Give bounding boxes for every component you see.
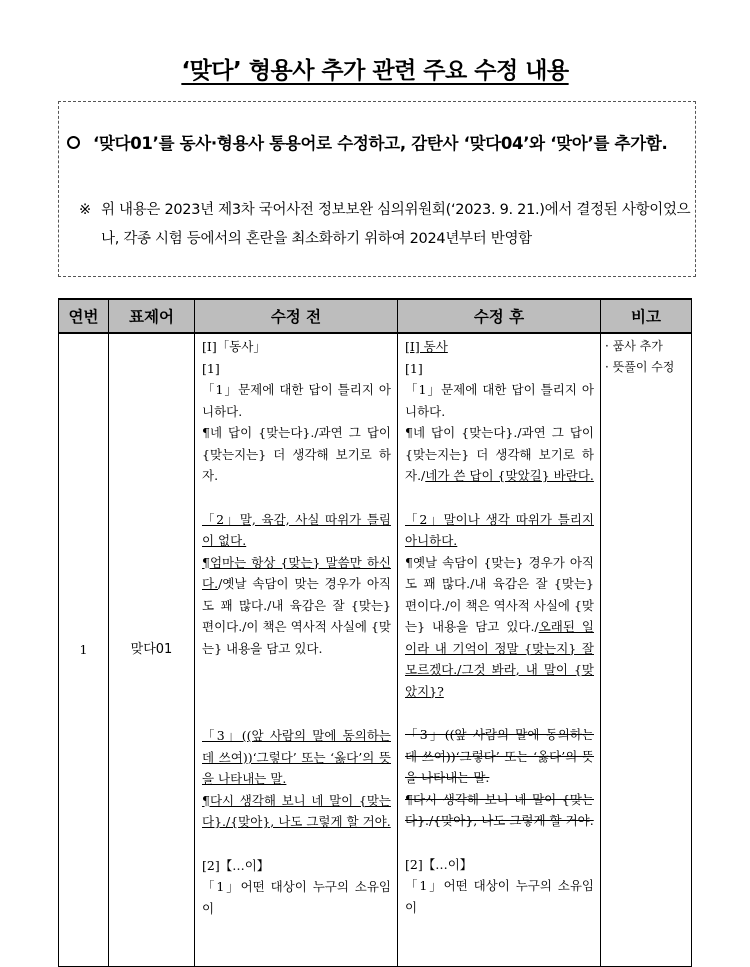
table-row (59, 333, 692, 967)
summary-box (58, 101, 696, 277)
after-example-2-added: 오래된 일이라 내 기억이 정말 {맞는지} 잘 모르겠다./그것 봐라, 내 말이 {맞았지}? (405, 619, 594, 699)
summary-bullet (67, 128, 692, 160)
circle-bullet-icon (67, 136, 80, 149)
notes-cell (601, 333, 692, 967)
page-title: ‘맞다’ 형용사 추가 관련 주요 수정 내용 (181, 58, 569, 84)
before-example-1: ¶네 답이 {맞는다}./과연 그 답이 {맞는지는} 더 생각해 보기로 하자. (202, 425, 391, 483)
note-pos-added: · 품사 추가 (605, 339, 663, 353)
before-def-3: 「3」((앞 사람의 말에 동의하는 데 쓰여))‘그렇다’ 또는 ‘옳다’의 뜻을 나타내는 말. (202, 728, 391, 786)
after-def-2: 「2」말이나 생각 따위가 틀리지 아니하다. (405, 511, 594, 548)
revision-table (58, 298, 692, 967)
before-example-2 (202, 552, 391, 660)
before-def-2: 「2」말, 육감, 사실 따위가 틀림이 없다. (202, 511, 391, 548)
header-after: 수정 후 (398, 299, 601, 333)
before-pos: [Ⅰ]「동사」 (202, 339, 266, 354)
after-def-2-1: 「1」어떤 대상이 누구의 소유임이 (405, 878, 594, 915)
row-headword: 맞다01 (109, 333, 195, 967)
after-example-2 (405, 552, 594, 703)
table-header-row (59, 299, 692, 333)
after-example-1-added: 네가 쓴 답이 {맞았길} 바란다. (425, 468, 594, 483)
summary-note-text: 위 내용은 2023년 제3차 국어사전 정보보완 심의위원회(‘2023. 9. 21.)에서 결정된 사항이었으나, 각종 시험 등에서의 혼란을 최소화하기 위하여 2024년부터 반영함 (101, 202, 691, 247)
after-example-1 (405, 422, 594, 487)
after-sense-num: [1] (405, 360, 423, 376)
after-sense-num-2: [2]【…이】 (405, 856, 473, 872)
after-example-3-deleted: ¶다시 생각해 보니 네 말이 {맞는다}./{맞아}, 나도 그렇게 할 거야. (405, 791, 594, 828)
header-notes: 비고 (601, 299, 692, 333)
before-example-3: ¶다시 생각해 보니 네 말이 {맞는다}./{맞아}, 나도 그렇게 할 거야. (202, 792, 391, 829)
note-def-revised: · 뜻풀이 수정 (605, 360, 675, 374)
summary-bullet-text: ‘맞다01’를 동사·형용사 통용어로 수정하고, 감탄사 ‘맞다04’와 ‘맞아’를 추가함. (93, 134, 668, 153)
before-example-2-underlined: ¶엄마는 항상 {맞는} 말씀만 하신다. (202, 554, 391, 591)
after-pos: [Ⅰ] 동사 (405, 339, 448, 354)
header-headword: 표제어 (109, 299, 195, 333)
after-example-2-text: ¶옛날 속담이 {맞는} 경우가 아직도 꽤 많다./내 육감은 잘 {맞는} 편이다./이 책은 역사적 사실에 {맞는} 내용을 담고 있다./ (405, 554, 595, 634)
after-def-1: 「1」문제에 대한 답이 틀리지 아니하다. (405, 382, 594, 419)
header-number: 연번 (59, 299, 109, 333)
after-cell (398, 333, 601, 967)
before-def-1: 「1」문제에 대한 답이 틀리지 아니하다. (202, 382, 391, 419)
row-number: 1 (59, 333, 109, 967)
before-cell (195, 333, 398, 967)
summary-note (79, 196, 694, 254)
after-example-1-text: ¶네 답이 {맞는다}./과연 그 답이 {맞는지는} 더 생각해 보기로 하자./ (405, 425, 594, 483)
before-def-2-1: 「1」어떤 대상이 누구의 소유임이 (202, 879, 391, 916)
header-before: 수정 전 (195, 299, 398, 333)
after-def-3-deleted: 「3」((앞 사람의 말에 동의하는 데 쓰여))‘그렇다’ 또는 ‘옳다’의 뜻을 나타내는 말. (405, 727, 594, 785)
before-sense-num: [1] (202, 360, 220, 376)
before-example-2-rest: /옛날 속담이 맞는 경우가 아직도 꽤 많다./내 육감은 잘 {맞는} 편이다./이 책은 역사적 사실에 {맞는} 내용을 담고 있다. (202, 576, 392, 656)
reference-mark-icon: ※ (79, 202, 91, 218)
before-sense-num-2: [2]【…이】 (202, 857, 270, 873)
